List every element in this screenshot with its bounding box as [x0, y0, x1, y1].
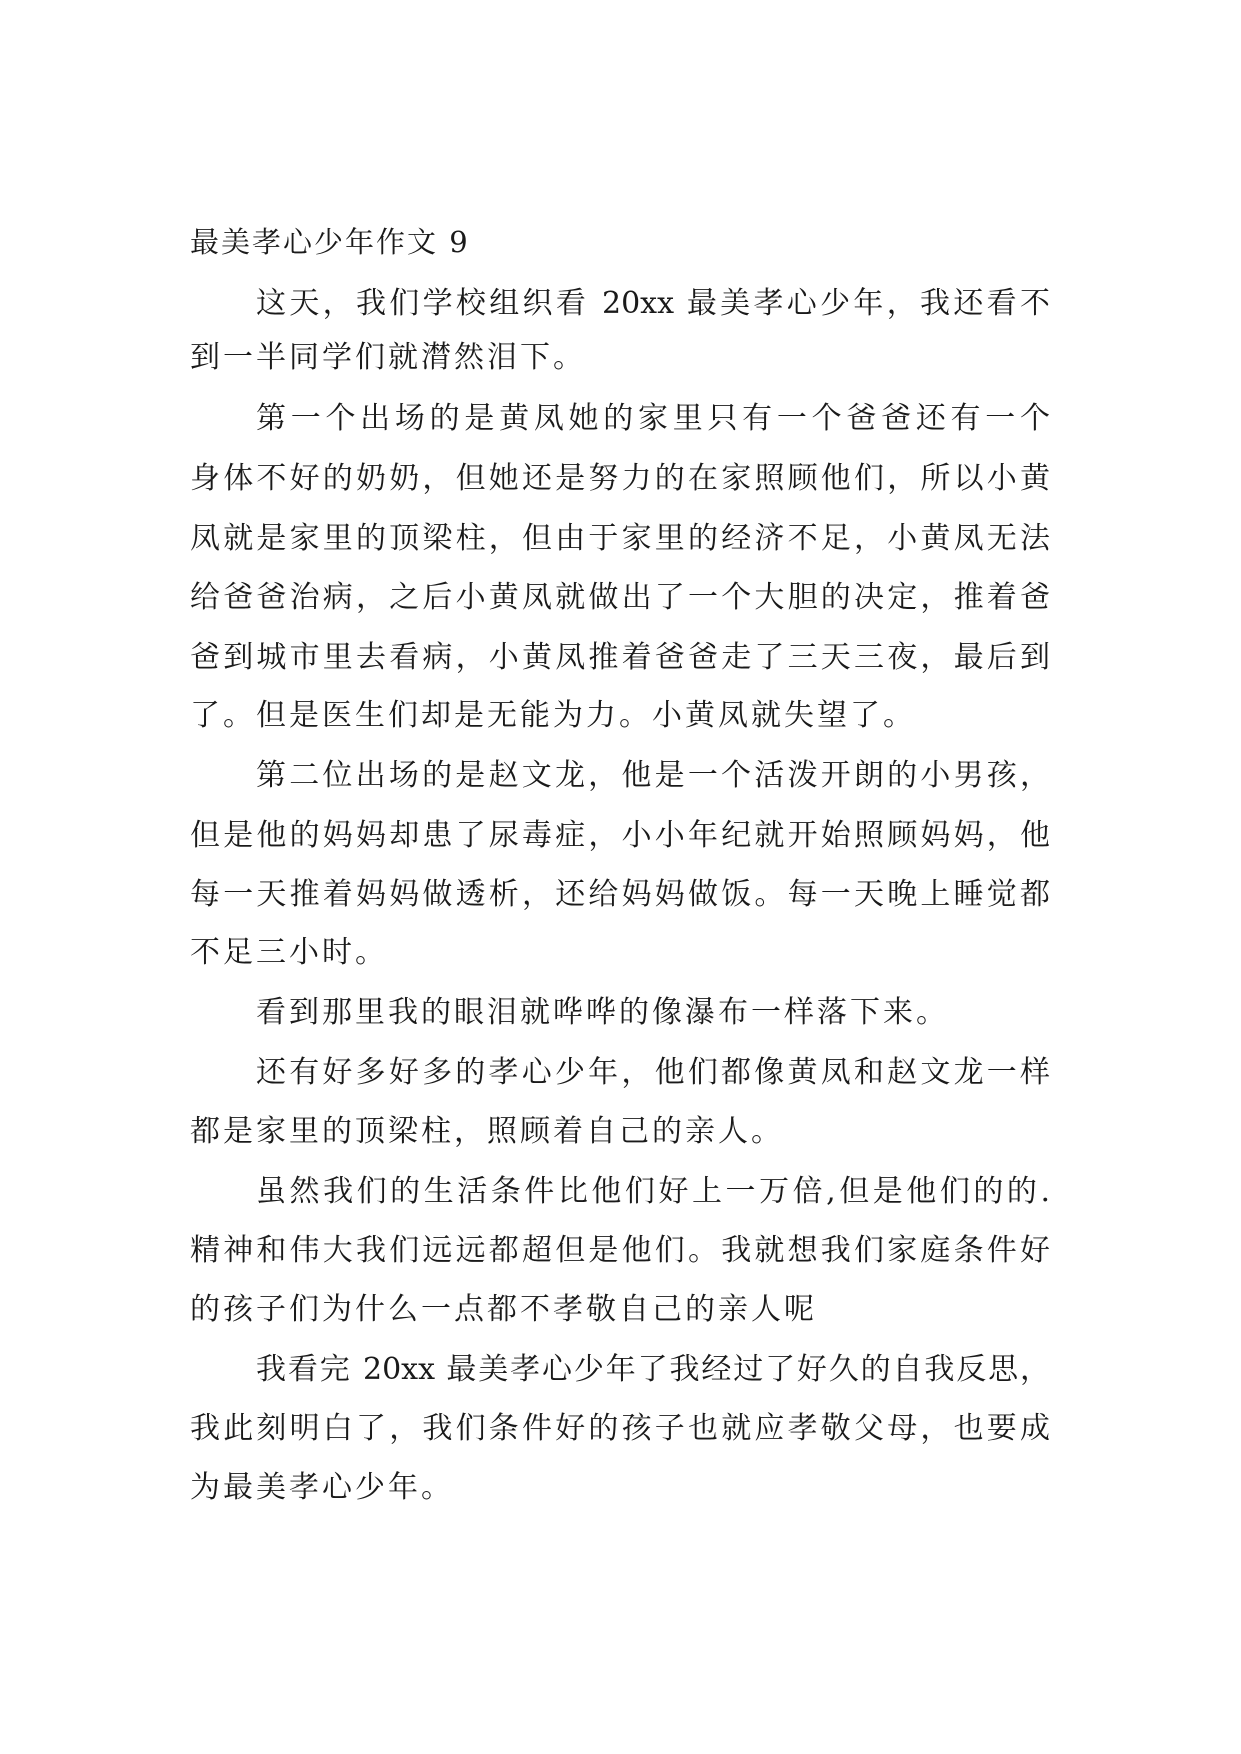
- text-line: 爸到城市里去看病，小黄凤推着爸爸走了三天三夜，最后到: [190, 640, 1050, 675]
- text-line: 给爸爸治病，之后小黄凤就做出了一个大胆的决定，推着爸: [190, 580, 1050, 615]
- text-line: 但是他的妈妈却患了尿毒症，小小年纪就开始照顾妈妈，他: [190, 818, 1050, 853]
- text-line: 第一个出场的是黄凤她的家里只有一个爸爸还有一个: [256, 401, 1050, 436]
- text-line: 每一天推着妈妈做透析，还给妈妈做饭。每一天晚上睡觉都: [190, 877, 1050, 912]
- text-line: 精神和伟大我们远远都超但是他们。我就想我们家庭条件好: [190, 1233, 1050, 1268]
- text-line: 不足三小时。: [190, 935, 388, 970]
- text-line: 这天，我们学校组织看 20xx 最美孝心少年，我还看不: [256, 286, 1050, 321]
- text-line: 身体不好的奶奶，但她还是努力的在家照顾他们，所以小黄: [190, 461, 1050, 496]
- document-title: 最美孝心少年作文 9: [190, 225, 470, 259]
- text-line: 都是家里的顶梁柱，照顾着自己的亲人。: [190, 1114, 784, 1149]
- text-line: 第二位出场的是赵文龙，他是一个活泼开朗的小男孩，: [256, 758, 1050, 793]
- text-line: 到一半同学们就潸然泪下。: [190, 340, 586, 375]
- text-line: 我此刻明白了，我们条件好的孩子也就应孝敬父母，也要成: [190, 1411, 1050, 1446]
- text-line: 为最美孝心少年。: [190, 1470, 454, 1505]
- text-line: 的孩子们为什么一点都不孝敬自己的亲人呢: [190, 1292, 817, 1327]
- text-line: 凤就是家里的顶梁柱，但由于家里的经济不足，小黄凤无法: [190, 521, 1050, 556]
- text-line: 了。但是医生们却是无能为力。小黄凤就失望了。: [190, 698, 916, 733]
- text-line: 看到那里我的眼泪就哗哗的像瀑布一样落下来。: [256, 995, 949, 1030]
- text-line: 还有好多好多的孝心少年，他们都像黄凤和赵文龙一样: [256, 1055, 1050, 1090]
- text-line: 虽然我们的生活条件比他们好上一万倍,但是他们的的.: [256, 1174, 1050, 1209]
- text-line: 我看完 20xx 最美孝心少年了我经过了好久的自我反思，: [256, 1352, 1050, 1387]
